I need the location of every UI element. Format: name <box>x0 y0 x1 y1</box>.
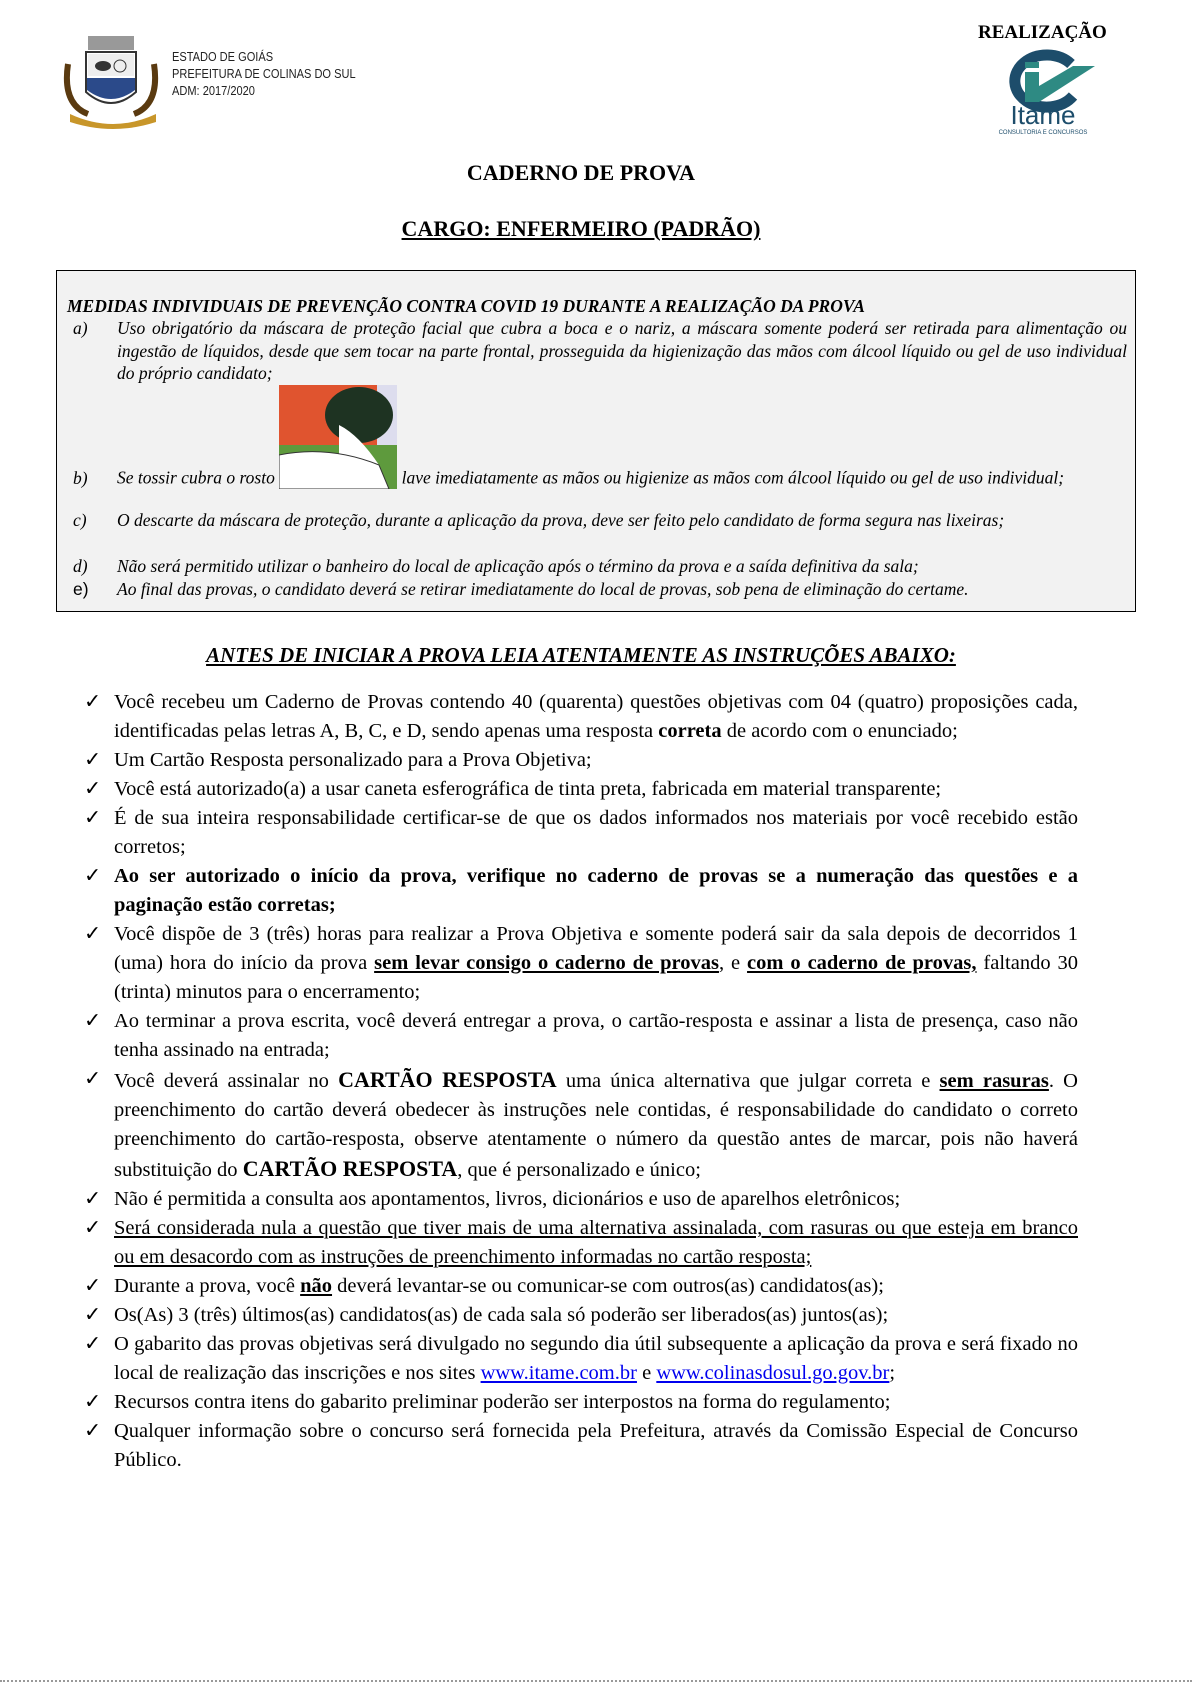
checkmark-icon: ✓ <box>84 923 102 945</box>
instruction-text: com o caderno de provas, <box>747 952 977 974</box>
page-bottom-border <box>0 1680 1192 1682</box>
checkmark-icon: ✓ <box>84 1420 102 1442</box>
instruction-text: , que é personalizado e único; <box>457 1159 701 1181</box>
instruction-item <box>84 804 1078 862</box>
cough-into-elbow-illustration <box>279 385 397 489</box>
instruction-text: O gabarito das provas objetivas será divulgado no segundo dia útil subsequente a aplicação da prova e será fixado no local de realização das inscrições e nos sites <box>114 1333 1078 1384</box>
item-letter: b) <box>73 468 88 488</box>
checkmark-icon: ✓ <box>84 778 102 800</box>
website-link[interactable]: www.itame.com.br <box>480 1362 637 1384</box>
instruction-text: Os(As) 3 (três) últimos(as) candidatos(as) de cada sala só poderão ser liberados(as) juntos(as); <box>114 1304 889 1326</box>
instruction-item <box>84 1388 1078 1417</box>
instruction-text: Ao terminar a prova escrita, você deverá entregar a prova, o cartão-resposta e assinar a lista de presença, caso não tenha assinado na entrada; <box>114 1010 1078 1061</box>
instruction-item <box>84 1417 1078 1475</box>
instruction-text: e <box>636 1362 657 1384</box>
instruction-item <box>84 688 1078 746</box>
instruction-text: Você dispõe de 3 (três) horas para realizar a Prova Objetiva e somente poderá sair da sala depois de decorridos 1 (uma) hora do início da prova <box>114 923 1078 974</box>
item-text: Não será permitido utilizar o banheiro do local de aplicação após o término da prova e a saída definitiva da sala; <box>117 556 919 576</box>
checkmark-icon: ✓ <box>84 1391 102 1413</box>
realizacao-label: REALIZAÇÃO <box>978 22 1107 43</box>
covid-measures-box <box>56 270 1136 612</box>
checkmark-icon: ✓ <box>84 1010 102 1032</box>
svg-text:Itame: Itame <box>1010 100 1076 130</box>
instruction-item <box>84 920 1078 1007</box>
covid-item-e <box>67 578 1127 601</box>
covid-item-b <box>67 385 1127 490</box>
instruction-item <box>84 1272 1078 1301</box>
instruction-item <box>84 1185 1078 1214</box>
instruction-text: , e <box>718 952 748 974</box>
instructions-list <box>84 688 1078 1475</box>
instruction-text: Recursos contra itens do gabarito preliminar poderão ser interpostos na forma do regulamento; <box>114 1391 891 1413</box>
instruction-item <box>84 775 1078 804</box>
checkmark-icon: ✓ <box>84 749 102 771</box>
instruction-text: correta <box>658 720 722 742</box>
checkmark-icon: ✓ <box>84 1217 102 1239</box>
checkmark-icon: ✓ <box>84 807 102 829</box>
instruction-item <box>84 1065 1078 1185</box>
instruction-text: de acordo com o enunciado; <box>721 720 958 742</box>
instruction-text: Durante a prova, você <box>114 1275 301 1297</box>
cargo-title: CARGO: ENFERMEIRO (PADRÃO) <box>401 216 761 241</box>
item-text: Ao final das provas, o candidato deverá se retirar imediatamente do local de provas, sob pena de eliminação do certame. <box>117 579 969 599</box>
covid-item-d <box>67 555 1127 578</box>
administration-period: ADM: 2017/2020 <box>172 83 255 98</box>
covid-title: MEDIDAS INDIVIDUAIS DE PREVENÇÃO CONTRA COVID 19 DURANTE A REALIZAÇÃO DA PROVA <box>67 296 865 316</box>
checkmark-icon: ✓ <box>84 1275 102 1297</box>
instruction-text: Você recebeu um Caderno de Provas contendo 40 (quarenta) questões objetivas com 04 (quatro) proposições cada, identificadas pelas letras A, B, C, e D, sendo apenas uma resposta <box>114 691 1078 742</box>
instruction-item <box>84 862 1078 920</box>
covid-item-c <box>67 509 1127 532</box>
instruction-text: Qualquer informação sobre o concurso será fornecida pela Prefeitura, através da Comissão Especial de Concurso Público. <box>114 1420 1078 1471</box>
item-text-before: Se tossir cubra o rosto <box>117 467 275 488</box>
instruction-text: sem rasuras <box>939 1070 1049 1092</box>
covid-item-a <box>67 317 1127 385</box>
instruction-text: ; <box>889 1362 896 1384</box>
instruction-text: CARTÃO RESPOSTA <box>242 1156 458 1181</box>
instruction-text: sem levar consigo o caderno de provas <box>374 952 719 974</box>
checkmark-icon: ✓ <box>84 865 102 887</box>
instruction-text: Um Cartão Resposta personalizado para a Prova Objetiva; <box>114 749 592 771</box>
svg-text:CONSULTORIA E CONCURSOS: CONSULTORIA E CONCURSOS <box>998 130 1088 136</box>
instruction-item <box>84 1301 1078 1330</box>
instruction-item <box>84 1007 1078 1065</box>
checkmark-icon: ✓ <box>84 1333 102 1355</box>
instruction-text: Não é permitida a consulta aos apontamentos, livros, dicionários e uso de aparelhos eletrônicos; <box>114 1188 901 1210</box>
checkmark-icon: ✓ <box>84 691 102 713</box>
instruction-text: CARTÃO RESPOSTA <box>338 1067 557 1092</box>
instruction-item <box>84 1330 1078 1388</box>
instruction-text: deverá levantar-se ou comunicar-se com outros(as) candidatos(as); <box>332 1275 884 1297</box>
municipal-crest-logo <box>58 34 168 132</box>
instruction-text: . O preenchimento do cartão deverá obedecer às instruções nele contidas, é responsabilidade do candidato o correto preenchimento do cartão-resposta, observe atentamente o número da questão antes de marcar, pois não haverá substituição do <box>114 1070 1078 1181</box>
state-name: ESTADO DE GOIÁS <box>172 49 274 64</box>
instructions-title: ANTES DE INICIAR A PROVA LEIA ATENTAMENTE AS INSTRUÇÕES ABAIXO: <box>206 643 956 667</box>
document-title: CADERNO DE PROVA <box>466 160 696 185</box>
instruction-text: não <box>300 1275 333 1297</box>
checkmark-icon: ✓ <box>84 1304 102 1326</box>
website-link[interactable]: www.colinasdosul.go.gov.br <box>656 1362 890 1384</box>
itame-logo <box>985 46 1105 136</box>
instruction-text: Ao ser autorizado o início da prova, verifique no caderno de provas se a numeração das questões e a paginação estão corretas; <box>114 865 1078 916</box>
item-letter: c) <box>73 510 87 530</box>
prefecture-name: PREFEITURA DE COLINAS DO SUL <box>172 66 356 81</box>
item-text: lave imediatamente as mãos ou higienize as mãos com álcool líquido ou gel de uso individual; <box>401 467 1065 488</box>
item-letter: d) <box>73 556 88 576</box>
instruction-item <box>84 1214 1078 1272</box>
instruction-text: É de sua inteira responsabilidade certificar-se de que os dados informados nos materiais por você recebido estão corretos; <box>114 807 1078 858</box>
item-letter: a) <box>73 318 88 338</box>
instruction-text: Será considerada nula a questão que tiver mais de uma alternativa assinalada, com rasuras ou que esteja em branco ou em desacordo com as instruções de preenchimento informadas no cartão resposta; <box>114 1217 1078 1268</box>
instruction-text: Você deverá assinalar no <box>114 1070 339 1092</box>
instruction-text: uma única alternativa que julgar correta e <box>556 1070 940 1092</box>
instruction-text: Você está autorizado(a) a usar caneta esferográfica de tinta preta, fabricada em material transparente; <box>114 778 942 800</box>
instruction-text: faltando 30 (trinta) minutos para o encerramento; <box>114 952 1079 1003</box>
prefecture-info <box>172 48 356 99</box>
item-text: O descarte da máscara de proteção, durante a aplicação da prova, deve ser feito pelo candidato de forma segura nas lixeiras; <box>117 510 1005 530</box>
instruction-item <box>84 746 1078 775</box>
item-text: Uso obrigatório da máscara de proteção facial que cubra a boca e o nariz, a máscara somente poderá ser retirada para alimentação ou ingestão de líquidos, desde que sem tocar na parte frontal, prosseguida da higienização das mãos com álcool líquido ou gel de uso individual do próprio candidato; <box>117 318 1127 383</box>
checkmark-icon: ✓ <box>84 1068 102 1090</box>
checkmark-icon: ✓ <box>84 1188 102 1210</box>
item-letter: e) <box>73 579 89 599</box>
